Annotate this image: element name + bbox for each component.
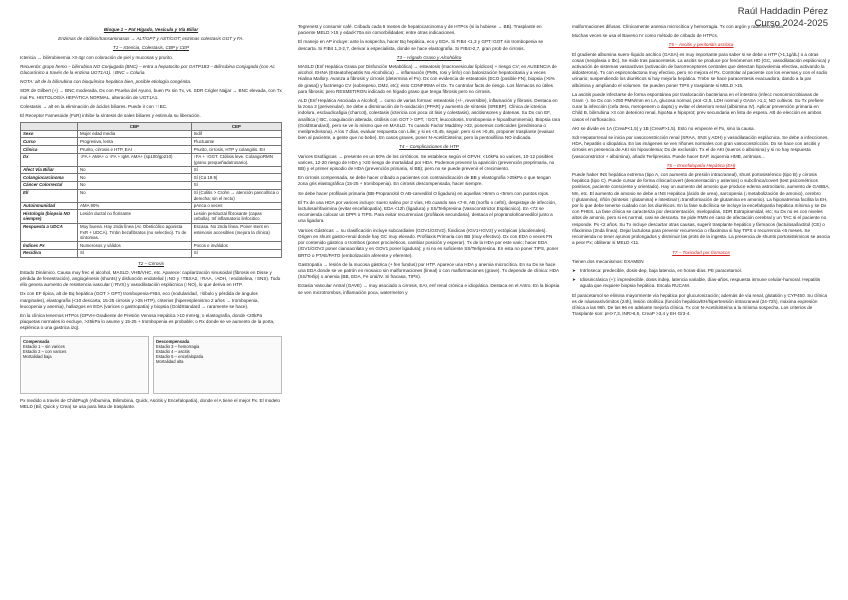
table-cell: Sí <box>191 181 281 189</box>
table-row <box>21 153 282 166</box>
table-cell: Dx <box>21 153 78 166</box>
table-cell: Indif <box>191 130 281 138</box>
section-title-t5: T5 – Ascitis y peritonitis ascítica <box>668 42 734 48</box>
paragraph: Puede haber INS hepática extrema (tipo A, con aumento de presión intracraneal), shunt portosistémico (tipo B) y cirrosis hepática (tipo C). Puede cursar de forma clínica/covert (desorientación y asterixis) o subclínica/covert (test psicométricos positivos, paciente consciente y orientado). Hay un aumento del amonio que produce edema astrocitario, aumento de GABBA, Mn, etc. El aumento de amonio se debe a INS Hepática (ácido de urea), sarcopenia (↓metabolización de amonio), cerebro (↑glutamina), riñón (síntesis ↑glutamina) e intestinal (↓transformación de glutamina en amonio). La hiponatremia facilita la EH, por lo que debe tenerse cuidado con los diuréticos. En la fase subclínica se incluye la encefalopatía hepática mínima y se Dx con PHES. La fase clínica se caracteriza por desorientación, mielopatías, SDR Extrapiramidal, etc; su Dx no es con niveles altos de amonio, pero si es normal, casi se descarta. Se pide RMN en caso de afectación cerebral y un TAC si el paciente no responde. Px <2 años. Su Tx incluye descartar otras causas, sugerir trasplante hepático y fármacos (lactulosa/lactitol (CE) o rifaximina (2nda línea). Dejar lactulosa para prevenir recurrencia o rifaximina si hay TIPS o recurrencia <6 meses. Se recomienda no tener ayunos prolongados y disminuir las prots de la ingesta. La presencia de shunts portosistémicos se asocia a peor Px; obliterar si MELD <11. <box>572 172 830 246</box>
paragraph: Ectasia Vascular Antral (GAVE) → muy asociado a cirrosis, EAI, enf renal crónica e idiopática. Destaca en el Antro. En la biopsia se ven microtrombos, inflamación poca, watermelon y <box>298 283 560 295</box>
table-header <box>21 123 78 131</box>
cirrhosis-stages-figure <box>20 336 282 394</box>
table-row <box>21 181 282 189</box>
column-3 <box>572 24 830 320</box>
author-name: Raúl Haddadin Pérez <box>737 6 828 17</box>
bullet-item: ➤ Intrínseca: predecible, dosis-dep, baja latencia, en horas-días. PE paracetamol. <box>572 268 830 274</box>
paragraph: Muchas veces se usa el Baveno IV como método de cribado de HTPcs. <box>572 33 719 39</box>
figure-label: Estadio 3 – hemorragia <box>156 343 200 349</box>
table-cell: Colangiocarcinoma <box>21 174 78 182</box>
table-cell: Cáncer Colorrectal <box>21 181 78 189</box>
table-cell: Numerosos y válidos <box>78 242 192 250</box>
figure-label: Estadio 5 – encefalopatía <box>156 354 204 360</box>
section-title-t6: T6 – Encefalopatía Hepática (EH) <box>666 162 736 168</box>
table-cell: Índices Px <box>21 242 78 250</box>
paragraph: AKI se divide en 1A (CreaP<1,5) y 1B (CreaP>1,5). Esto no empeore el Px, sino la causa. <box>572 125 755 131</box>
column-1 <box>20 24 282 413</box>
figure-label: Mortalidad alta <box>156 359 184 365</box>
paragraph: El paracetamol se elimina mayormente vía hepática por glucuronización; además de vía renal, glutatión y CYP450. Su clínica es de náuseas/vómitos (24h), lesión citolítica (función hepática/EH/hipertensión intracraneal (24-72h), máxima expresión clínica a las 96h. De las 96 en adelante mejoría clínica. Tx con N-Acetilcisteína a la mínima sospecha. Los criterios de Trasplante son: pH>7,3, INR>6,5, CreaP >3,4 y EH Gr3-4. <box>572 292 828 317</box>
table-row <box>21 210 282 223</box>
table-row <box>21 166 282 174</box>
paragraph: El Tx de una HDA por varices incluye: suero salino por 2 vías, Hb cuando sea <7-8, AB (norflo o ceftri), despistaje de infección, lactulosa/rifaximina (evitar encefalopatía), EDA <12h (ligadura) y SS/Terlipresina (Vasoconstrictor Esplácnico). En <72 se recomienda colocar un DPPI o TIPS. Para evitar recurrencias (profilaxis secundaria), destaca el propranolol/carvedilol junto a una ligadura. <box>298 199 557 224</box>
table-cell: Autoinmunidad <box>21 202 78 210</box>
section-title-t4: T4 – Complicaciones de HTP <box>399 144 459 150</box>
compensated-stage-box <box>20 336 149 394</box>
table-cell: No <box>78 166 192 174</box>
table-row <box>21 174 282 182</box>
paragraph: Tegrenest y consumir café. Cribado cada 6 meses de hepatocarcinoma y de HTPcs (si la hubiese → BB). Trasplante en paciente MELD >15 y edad<70a sin comorbilidades; entre otras indicaciones. <box>298 24 542 36</box>
column-2 <box>298 24 560 299</box>
paragraph: Recuerda: grupo hemo – bilirrubina NO Conjugada (BNC) – entra a hepatocito por OATP1B3 – Bilirrubina Conjugada (con Ac Glucurónico a través de la enzima UGT1A1). ↑BNC = Coluria. <box>20 63 275 76</box>
table-cell: Muy buena. Hay 2nda línea (Ac Obeticólico agonista FxR + UDCA). Tmbn bezafibratos (no selectivo). Tx de síntomas. <box>78 223 192 242</box>
figure-label: Descompensada <box>156 338 190 344</box>
table-cell: No <box>78 189 192 202</box>
table-header: CBP <box>78 123 192 131</box>
paragraph: El Receptor Farnesoide (FxR) inhibe la síntesis de sales biliares y estimula su liberación. <box>20 113 201 119</box>
paragraph: malformaciones difusas. Clínicamente anemia microcítica y hemorragia. Tx con argón y radiofrecuencia. <box>572 24 785 29</box>
table-row <box>21 249 282 257</box>
table-cell: Sí <box>78 249 192 257</box>
table-cell: Recidiva <box>21 249 78 257</box>
paragraph: Colestasis → alt en la eliminación de ácidos biliares. Puede ir con ↑↑BC. <box>20 103 168 109</box>
table-cell: Pocos e inválidos <box>191 242 281 250</box>
table-cell: Prurito, cirrosis e HTP, EAI <box>78 146 192 154</box>
table-cell: Escasa. No 2nda línea. Poner stent en estenosis accesibles (mejora la clínica) <box>191 223 281 242</box>
paragraph: Varices Gástricas → su clasificación incluye subcardiales (GOV1/GOV2), fúndicas (IGV1+IGV2) y ectópicas (duodenales). Origen en shunt gastro-renal donde hay GC muy elevado. Profilaxis Primaria con BB (muy efectivo). Dx con EDA o veces FN por contenido gástrico o trombos (poner procinéticos, cambiar posición y esperar). Tx de la HDA por este varic; hacer EDA (IGV1/GOV2 poner cianoacrilato y en GOV1 poner ligadura); y si no es suficiente SS/Terlipresina. En esta no poner TIPS, poner BRTO o PTAE/PATO (embolización aferente y eferente). <box>298 227 559 258</box>
table-cell: AMA 90% <box>78 202 192 210</box>
table-cell: Mujer edad media <box>78 130 192 138</box>
table-cell: Prurito, cirrosis, HTP y colangitis. EII <box>191 146 281 154</box>
table-cell: Sí (Ca 19.9) <box>191 174 281 182</box>
paragraph: En la clínica tenemos HTPcs (GPVH-Gradiente de Presión Venosa Hepática >10 mmHg; o elastografía, donde <20kPa plaquetas normales lo excluye, >25kPa lo asume y 15-25 + trombopenia es probable; o Rx donde se ve aumento de la porta, esplénica o una gastrica izq). <box>20 312 275 331</box>
table-header: CEP <box>191 123 281 131</box>
table-cell: Lesión periductal fibrosante (capas cebolla). Inf inflamatorio linfocitico <box>191 210 281 223</box>
table-row <box>21 189 282 202</box>
paragraph: Varices Esofágicas → presente en un 50% de los cirróticos. Se establece según el GPVH: <10kPa no varices, 10-12 posibles varices, 12-20 riesgo de HDA y >20 riesgo de mortalidad por HDA. Podemos prevenir la aparición (prevención preprimaria, no BB) y el primer episodio de HDA (prevención primaria, sí BB); pero no se puede prevenir el crecimiento. <box>298 153 555 172</box>
block-title: Bloque 1 – Pat Hígado, Vesícula y Vía Biliar <box>103 27 199 32</box>
table-cell: ↑FA + AMA+ o ↑FA + IgM. AMA+ (sp100/gp210) <box>78 153 192 166</box>
decompensated-stage-box <box>153 336 282 394</box>
section-title-t1: T1 – Ictericia, Colestasis, CBP y CEP <box>112 45 190 51</box>
table-cell: Progresiva, lenta <box>78 138 192 146</box>
table-cell: Afect Vía Biliar <box>21 166 78 174</box>
cbp-cep-table <box>20 122 282 257</box>
section-title-t7: T7 – Toxicidad por fármacos <box>672 249 730 255</box>
table-cell: Sexo <box>21 130 78 138</box>
paragraph: Tienen dos mecanismos: EXAMEN <box>572 258 644 264</box>
table-cell: Ell <box>21 189 78 202</box>
table-cell: pAnca o veces <box>191 202 281 210</box>
table-row <box>21 130 282 138</box>
figure-label: Estadio 1 – sin varices <box>23 343 65 349</box>
section-title-t3: T3 – Hígado Graso y Alcohólico <box>396 54 462 60</box>
table-row <box>21 223 282 242</box>
table-header-row <box>21 123 282 131</box>
table-cell: Sí <box>191 249 281 257</box>
table-row <box>21 202 282 210</box>
paragraph: Se debe hacer profilaxis primaria (BB-Propranolol O AB-carvedilol O ligadura) en aquellas >5mm o <5mm con puntos rojos. <box>298 190 550 196</box>
figure-label: Estadio 2 – con varices <box>23 348 67 354</box>
paragraph: ALD (Enf Hepática Asociada a Alcohol) → curso de varias formas: esteatosis (+/-, reversible), inflamación y fibrosis. Destaca en la zona 3 (perivenular). Se debe a disminución de h-oxidación (PPAR) y aumento de síntesis (SREBP). Clínica de ictericia indolora, esclaudicafigia (charcot), colestasis (ictericia con poca cit lisis y colestasis), ascitisnsores y datenas. Su Dx con EF, analítica (↑BC, coagulación alterada, citólisis con GOT > GPT, ↑GGT, leucocitosis, trombopenia e hipoalbuminemia). Biopsia rara (GoldStandard), pero se ve lo mismo que en MASLD. Tx cuando Factor Maddrey >32, ponemos corticoides (prednisona o metilprednisona). A los 7 días, evaluar respuesta con Lille; y si es <0,45, seguir, pero si es >0,45, proponer trasplante (evaluar bien al paciente, a gente que no bebe). En casos graves, poner N-AcetilCisteína; pero la pentoxifilina NO indicada. <box>298 98 561 141</box>
paragraph: En cirrosis compensada, se debe hacer cribado a pacientes con contraindicación de BB y elastografía >25kPa o que tengan zona gris elastográfica (15-25 + trombopenia). En cirrosis descompensada, hacer siempre. <box>298 175 551 187</box>
section-title-t2: T2 – Cirrosis <box>137 260 165 266</box>
paragraph: MASLD (Enf Hepática Grasa por Disfunción Metabólica) → esteatosis (macrovesicular lipídicos) + riesgo CV; en AUSENCIA de alcohol. EHNA (Esteatohepatitis No Alcohólica) → inflamación (PMN, rosi y linfo) con balonización hepatocitaria y a veces Hialina Mallory. Avanza a fibrosis y cirrosis (determina el Px). Dx con evidencia de esteatosis (ECO (posible FN), biopsia (>5% de grasa)) y factriesgo CV (sobrepeso, DM2, etc); esto CONFIRMA el Dx. Tx controlar facts de riesgo. Los fármacos no útiles para fibrosis; pero RESMETIRON indicado en hígado graso que tenga fibrosis pero no cirrosis. <box>298 64 557 94</box>
intro-text: Enzimas de citólisis/transaminasas → ALT/GPT y AST/GOT; enzimas colestasis GGT y FA. <box>58 36 244 42</box>
bullet-item: ➤ Idiosincrásica (+): impredecible, dosis indep, latencia variable, días-años, respuesta inmune celular-humoral. Hepatitis aguda que requiere biopsia hepática. Escala RUCAM. <box>572 277 830 289</box>
paragraph: El gradiente albumina suero-líquido ascítico (GASA) es muy importante para saber si se debe a HTP (>1,1g/dL) o a otras cosas (neoplasia o tbc). Se mide tras paracentesis. La ascitis se produce por fenómenos HD (GC, vasodilatación esplácnica) y activación de sistemas vasoactivos (activación de barorreceptores centrales que detectan hipovolemia efectiva, activando la aldosterona). Tx con espironolactona muy efectivo, pero no mejora el Px. Controlar al paciente con los enemas y con el sodio urinario; suspendiendo los diuréticos si hay mejoría hepática. Tmbn se hace paracentesis evacuadora, dando a la par albúmina y ampliando el volumen. Se pueden poner TIPS y trasplante si MELD >15. <box>572 51 830 88</box>
table-cell: No <box>78 181 192 189</box>
figure-label: Compensada <box>23 338 50 344</box>
paragraph: Dx con EF típica, alt de Bq hepática (GOT > GPT) trombopenia-FIB4, eco (nodularidad, ↑lóbulo y pérdida de ángulos marginales), elastografía (<10 descarta, 15-25 cirrosis y >25 HTP), criterios (hiperesplenismo 2 años → trombopenia, leucopenia y anemia), hallazgos en EDA (varices o gastropatía) y biopsia (GoldStandard → raramente se hace). <box>20 291 259 309</box>
table-row <box>21 242 282 250</box>
course-year: Curso 2024-2025 <box>754 18 828 29</box>
table-cell: Sí <box>191 166 281 174</box>
table-row <box>21 146 282 154</box>
paragraph: La ascitis puede infectarse de forma espontánea por traslocación bacteriana en el intestino (infecc mononmicrobianas de Gram -). Se Dx con >250 PMN/mm en LA, glucosa normal, prot <2,5, LDH normal y GASA >1,1; NO cultivos. Su Tx prefiere curar la infección (cefa 3era, meropenem o dapto) y evitar el deterioro renal (albúmina IV). Aplicar prevención primaria en Child B, bilirrubina >3 con deterioro renal, hipoNa e hipoprot; prev secundaria en lista de espera. AB de elección en ambos casos el norfloxacino. <box>572 91 824 122</box>
table-cell: ↑FA + ↑GGT. Ctólisis leve. ColangioRMN (grano prequeñada/rosario). <box>191 153 281 166</box>
table-cell: Histología (biopsia NO siempre) <box>21 210 78 223</box>
table-cell: Respuesta a UDCA <box>21 223 78 242</box>
paragraph: Gastropatía → lesión de la mucosa gástrica (+ fen fundus) por HTP. Aparece una HDA y anemia microcítica. En su Dx se hace una EDA donde se ve patrón en mosaico sin malformaciones (lineal) o con malformaciones (grave). Tx depende de clínica: HDA (SS/Terlip) o anemia (BB, EDA, Fe oral/IV. Si fracasa, TIPS). <box>298 261 559 280</box>
figure-label: Estadio 4 – ascitis <box>156 348 190 354</box>
paragraph: Estado Dinámico. Causa muy frec el alcohol, MASLD, VHB/VHC, etc. Aparece: capilarización sinusoidal (fibrosis en Disse y pérdida de fenestración), angiogénesis (shunts) y disfunción endotelial (↓NO y ↑TBXA2, ↑RAA, ↑ADH, ↑endotelina, ↑SNS). Todo ello genera aumento de resistencia vascular (↑RVS) y vasodilatación esplácnica (↑NO), lo que deriva en HTP. <box>20 269 281 288</box>
table-cell: No <box>78 174 192 182</box>
table-cell: Lesión ductal no florisante <box>78 210 192 223</box>
paragraph: Sdr Hepatorrenal se inicia por vasoconstricción renal (SRAA, SNS y ADH) y vasodilatación esplácnica. Se debe a infecciones, HDA, hepatitis o idiopática. En las imágenes se ven riñones normales con gran vasoconstricción. Dx se hace con ascitis y cirrosis en presencia de AKI sin hipovolemia; Dx de exclusión. Tx el de AKI (sueros o albúmina) y si no hay respuesta (vasoconstrictor + albúmina), añadir Terlipresina. Puede hacer EAP, isquemia HMB, arritmias… <box>572 135 829 159</box>
figure-label: Mortalidad baja <box>23 354 52 360</box>
paragraph: NOTA: alt de la bilirrubina con bioquímica hepática bien, posible etiología congénita. <box>20 79 192 85</box>
table-cell: Sí (Colitis > Crohn → atención pancolítica o derecha; sin el recto) <box>191 189 281 202</box>
paragraph: El manejo en AP incluye: ante la sospecha, hacer Bq hepática, eco y EDA. Si FIB4 <1,3 y GPT↑GOT sin trombopenia se descarta. Si FIB4 1,3-2,7, derivar a especialista, donde se hace elastografía. Si FIB4>2,7, gran prob de cirrosis. <box>298 39 544 51</box>
paragraph: Ictericia → bilirrubinemia >3-4gr con coloración de piel y mucosas y prurito. <box>20 54 174 60</box>
paragraph: SDR de Gilbert (+) → BNC moderada, Dx con Prueba del Ayuno, buen Px sin Tx, vs. SDR Crigler Najjar → BNC elevada, con Tx mal Px. HISTOLOGÍA HEPÁTICA NORMAL, alteración de UGT1A1. <box>20 88 282 100</box>
table-cell: Curso <box>21 138 78 146</box>
table-cell: Fluctuante <box>191 138 281 146</box>
paragraph: Px medido a través de ChildPugh (Albumina, Bilirrubina, Quick, Ascitis y Encefalopatía), donde el A tiene el mejor Px. El modelo MELD (Bil, Quick y Crea) se usa para lista de trasplante. <box>20 397 280 409</box>
table-cell: Clínica <box>21 146 78 154</box>
table-row <box>21 138 282 146</box>
